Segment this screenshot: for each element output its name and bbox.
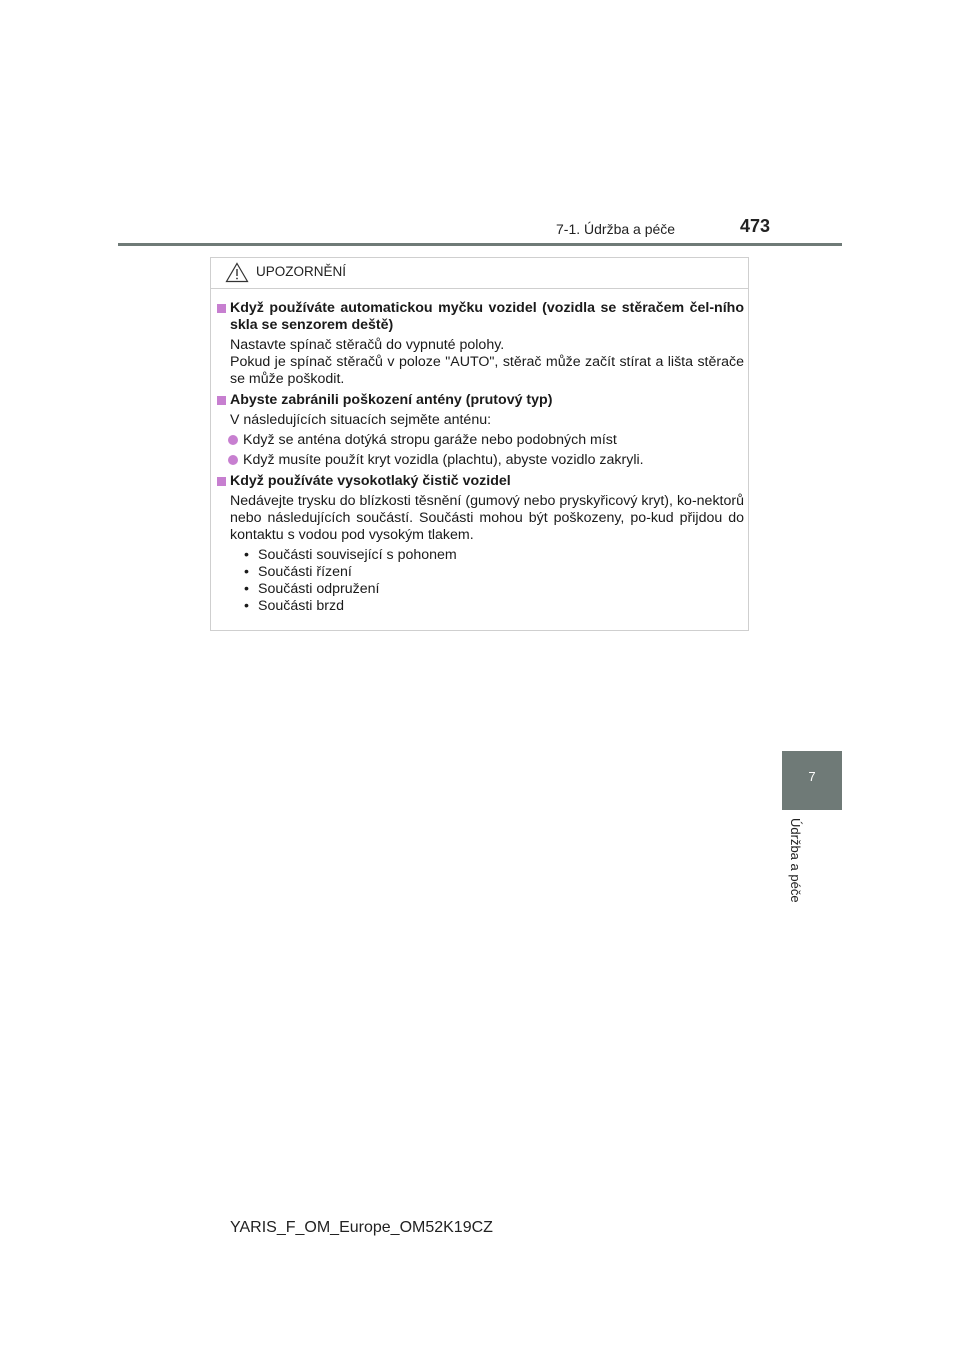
paragraph: V následujících situacích sejměte anténu: [230, 412, 492, 428]
list-item: • Součásti řízení [244, 564, 352, 580]
list-item-text: Součásti brzd [258, 598, 344, 614]
heading-text: Když používáte automatickou myčku vozidel (vozidla se stěračem čel-ního skla se senzorem deště) [230, 300, 744, 333]
circle-bullet-icon [228, 455, 238, 465]
heading-text: Abyste zabránili poškození antény (prutový typ) [230, 392, 553, 408]
list-item [216, 432, 744, 449]
chapter-number: 7 [808, 769, 816, 784]
square-bullet-icon [217, 477, 226, 486]
warning-title: UPOZORNĚNÍ [256, 264, 347, 279]
list-item-text: Součásti odpružení [258, 581, 380, 597]
list-item-text: Když musíte použít kryt vozidla (plachtu), abyste vozidlo zakryli. [243, 452, 644, 468]
square-bullet-icon [217, 396, 226, 405]
list-item: • Součásti brzd [244, 598, 344, 614]
square-bullet-icon [217, 304, 226, 313]
page-number: 473 [740, 216, 771, 236]
list-item-text: Když se anténa dotýká stropu garáže nebo podobných míst [243, 432, 617, 448]
parts-list [216, 547, 744, 615]
warning-triangle-icon [225, 262, 249, 283]
document-code: YARIS_F_OM_Europe_OM52K19CZ [230, 1219, 493, 1236]
section-title: 7-1. Údržba a péče [556, 221, 676, 237]
section-heading [216, 473, 744, 490]
warning-box [210, 257, 749, 631]
list-item [216, 452, 744, 469]
section-heading [216, 300, 744, 334]
chapter-label: Údržba a péče [788, 818, 803, 903]
warning-content [216, 300, 744, 615]
paragraph: Pokud je spínač stěračů v poloze "AUTO", stěrač může začít stírat a lišta stěrače se může poškodit. [230, 354, 744, 387]
list-item-text: Součásti související s pohonem [258, 547, 457, 563]
paragraph: Nastavte spínač stěračů do vypnuté polohy. [230, 337, 505, 353]
paragraph: Nedávejte trysku do blízkosti těsnění (gumový nebo pryskyřicový kryt), ko-nektorů nebo následujících součástí. Součásti mohou být poškozeny, po-kud přijdou do kontaktu s vodou pod vysokým tlakem. [230, 493, 744, 543]
chapter-tab [782, 751, 842, 810]
list-item: • Součásti odpružení [244, 581, 380, 597]
list-item: • Součásti související s pohonem [244, 547, 457, 563]
section-heading [216, 392, 744, 409]
circle-bullet-icon [228, 435, 238, 445]
header-divider [118, 243, 842, 246]
warning-header [211, 258, 748, 289]
heading-text: Když používáte vysokotlaký čistič vozidel [230, 473, 511, 489]
list-item-text: Součásti řízení [258, 564, 352, 580]
